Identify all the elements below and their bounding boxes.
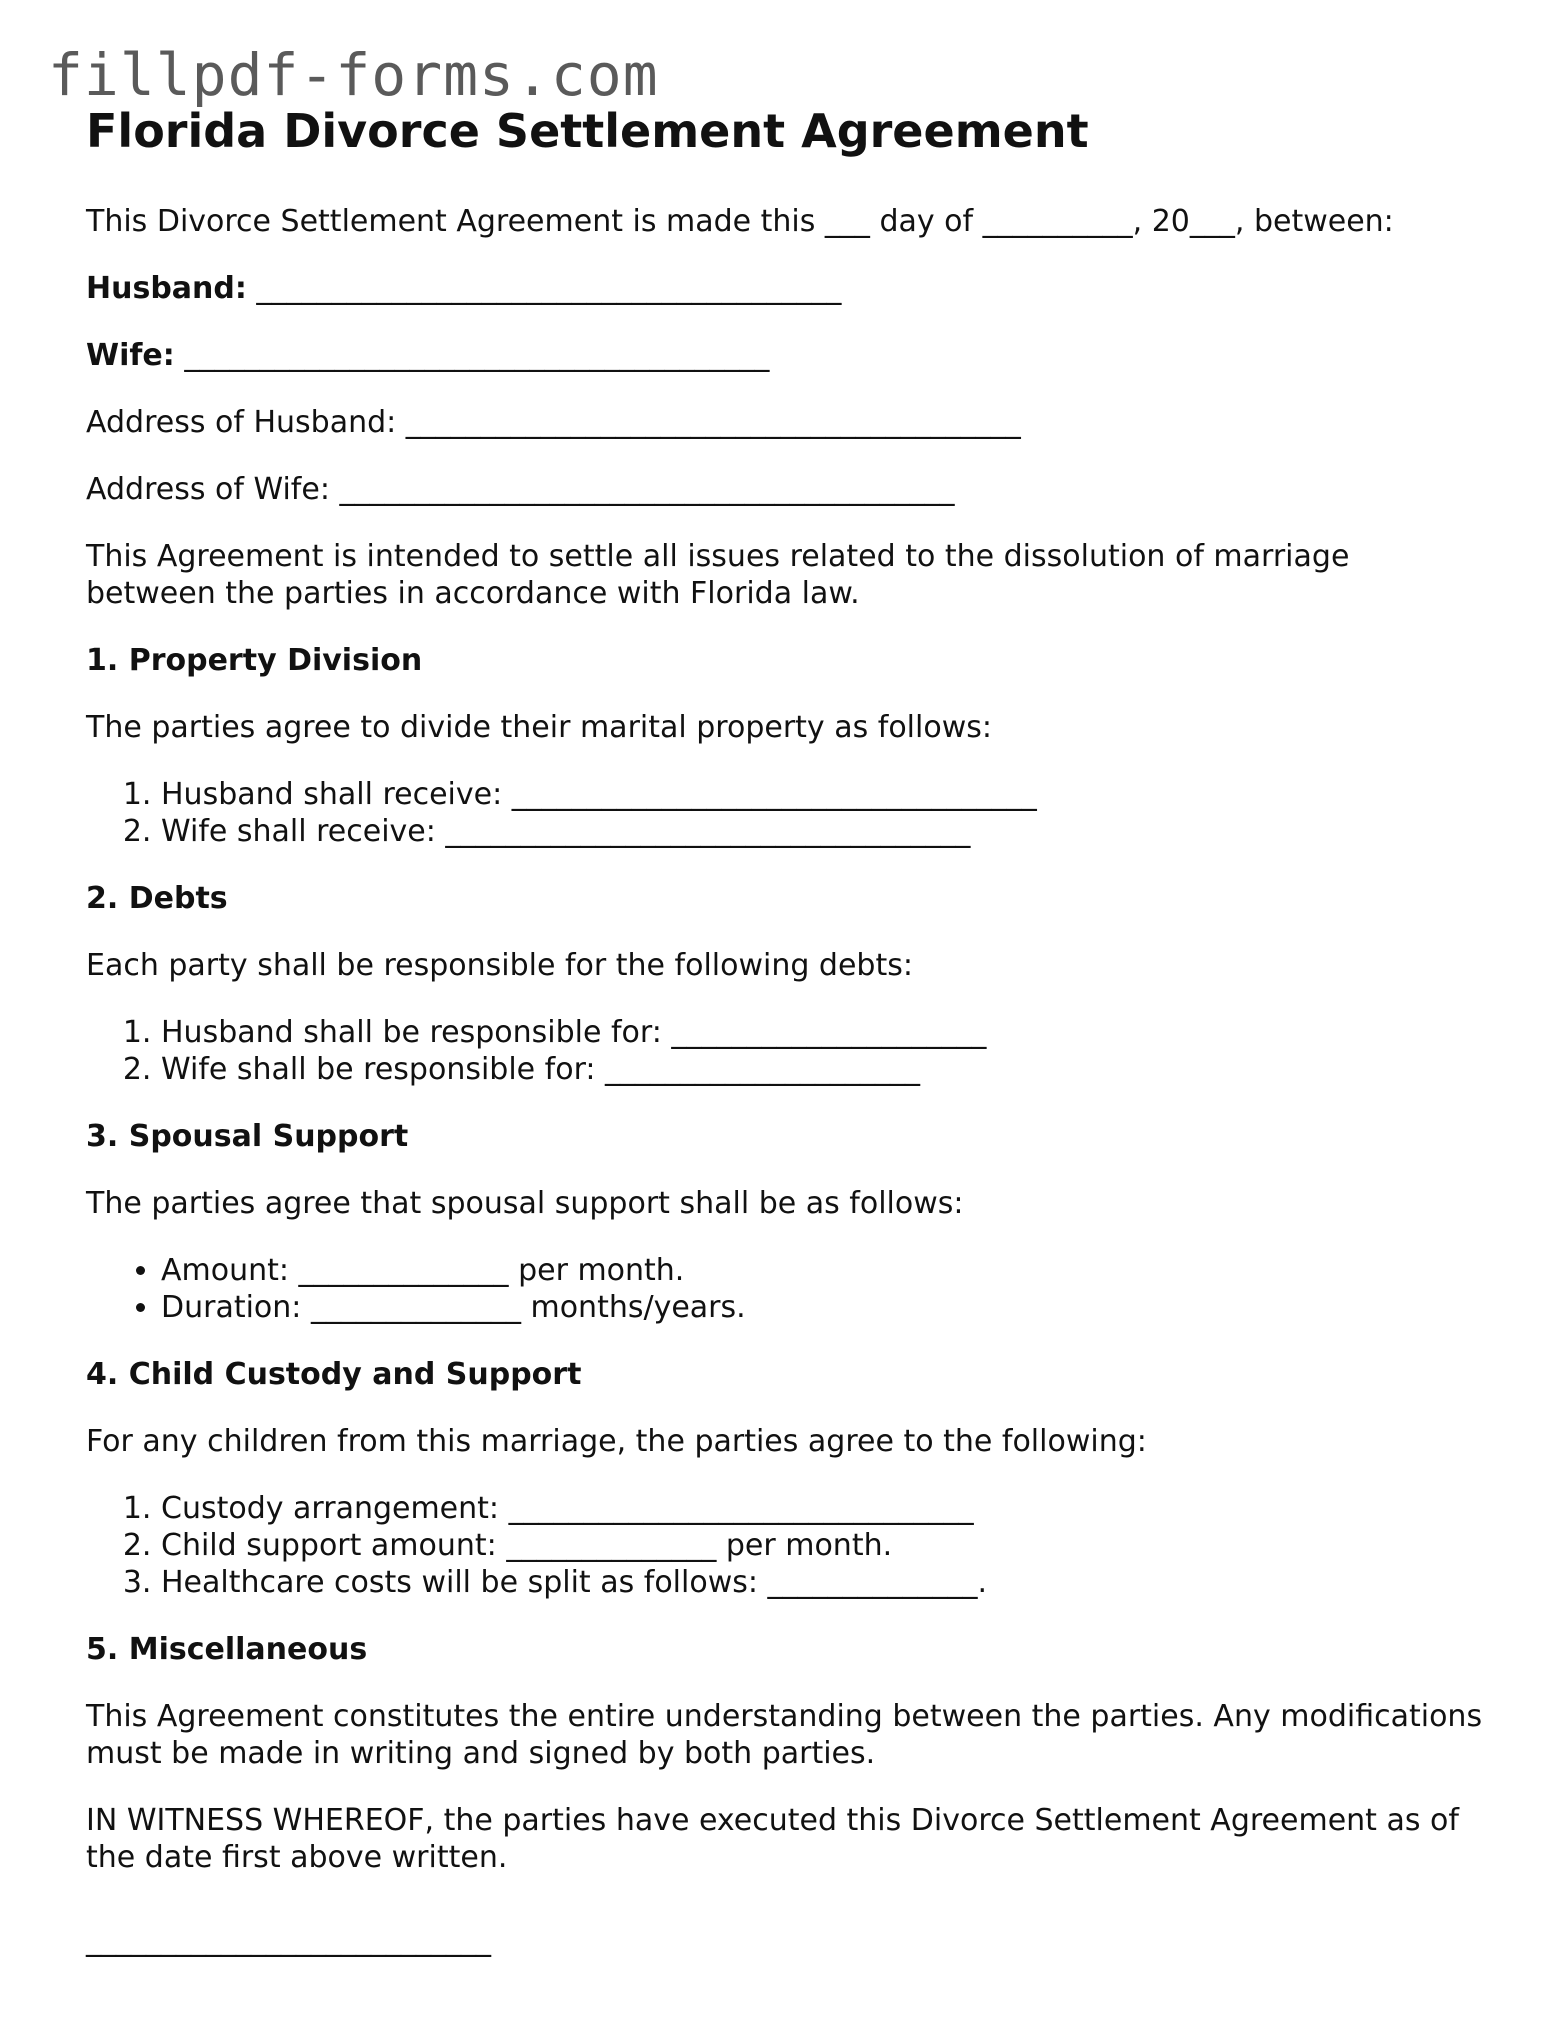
spousal-list [86, 1252, 1486, 1326]
section-heading-custody: 4. Child Custody and Support [86, 1357, 582, 1393]
section-heading-miscellaneous: 5. Miscellaneous [86, 1632, 368, 1668]
watermark: fillpdf-forms.com [48, 41, 659, 109]
list-item[interactable]: 3. Healthcare costs will be split as follows: ______________. [161, 1564, 1486, 1601]
list-item[interactable]: 2. Child support amount: ______________ per month. [161, 1527, 1486, 1564]
husband-address-line[interactable]: Address of Husband: _________________________________________ [86, 405, 1021, 441]
husband-name-blank[interactable]: _______________________________________ [246, 271, 842, 307]
document-title: Florida Divorce Settlement Agreement [86, 104, 1089, 158]
husband-label: Husband: [86, 271, 247, 307]
wife-name-blank[interactable]: _______________________________________ [174, 338, 770, 374]
list-item[interactable]: 1. Custody arrangement: _______________________________ [161, 1490, 1486, 1527]
list-item[interactable]: • Amount: ______________ per month. [161, 1252, 1486, 1289]
section-heading-debts: 2. Debts [86, 881, 228, 917]
misc-text: This Agreement constitutes the entire understanding between the parties. Any modifications must be made in writing and signed by both parties. [86, 1699, 1492, 1772]
list-item[interactable]: 2. Wife shall receive: ___________________________________ [161, 813, 1486, 850]
signature-line[interactable]: ___________________________ [86, 1923, 491, 1959]
property-text: The parties agree to divide their marital property as follows: [86, 710, 992, 746]
custody-text: For any children from this marriage, the parties agree to the following: [86, 1424, 1147, 1460]
property-list [86, 776, 1486, 850]
debts-text: Each party shall be responsible for the following debts: [86, 948, 913, 984]
list-item[interactable]: 1. Husband shall receive: ___________________________________ [161, 776, 1486, 813]
intro-paragraph: This Divorce Settlement Agreement is made this ___ day of __________, 20___, between: [86, 204, 1394, 240]
section-heading-property: 1. Property Division [86, 643, 423, 679]
wife-label: Wife: [86, 338, 175, 374]
wife-address-line[interactable]: Address of Wife: _________________________________________ [86, 472, 955, 508]
husband-line [86, 270, 1486, 307]
section-heading-spousal-support: 3. Spousal Support [86, 1119, 409, 1155]
list-item[interactable]: 1. Husband shall be responsible for: _____________________ [161, 1014, 1486, 1051]
wife-line [86, 337, 1486, 374]
custody-list [86, 1490, 1486, 1601]
spousal-text: The parties agree that spousal support shall be as follows: [86, 1186, 964, 1222]
witness-paragraph: IN WITNESS WHEREOF, the parties have executed this Divorce Settlement Agreement as of the date first above written. [86, 1803, 1469, 1876]
debts-list [86, 1014, 1486, 1088]
document-page [86, 104, 1492, 1959]
purpose-paragraph: This Agreement is intended to settle all issues related to the dissolution of marriage between the parties in accordance with Florida law. [86, 539, 1359, 612]
list-item[interactable]: 2. Wife shall be responsible for: _____________________ [161, 1051, 1486, 1088]
list-item[interactable]: • Duration: ______________ months/years. [161, 1289, 1486, 1326]
